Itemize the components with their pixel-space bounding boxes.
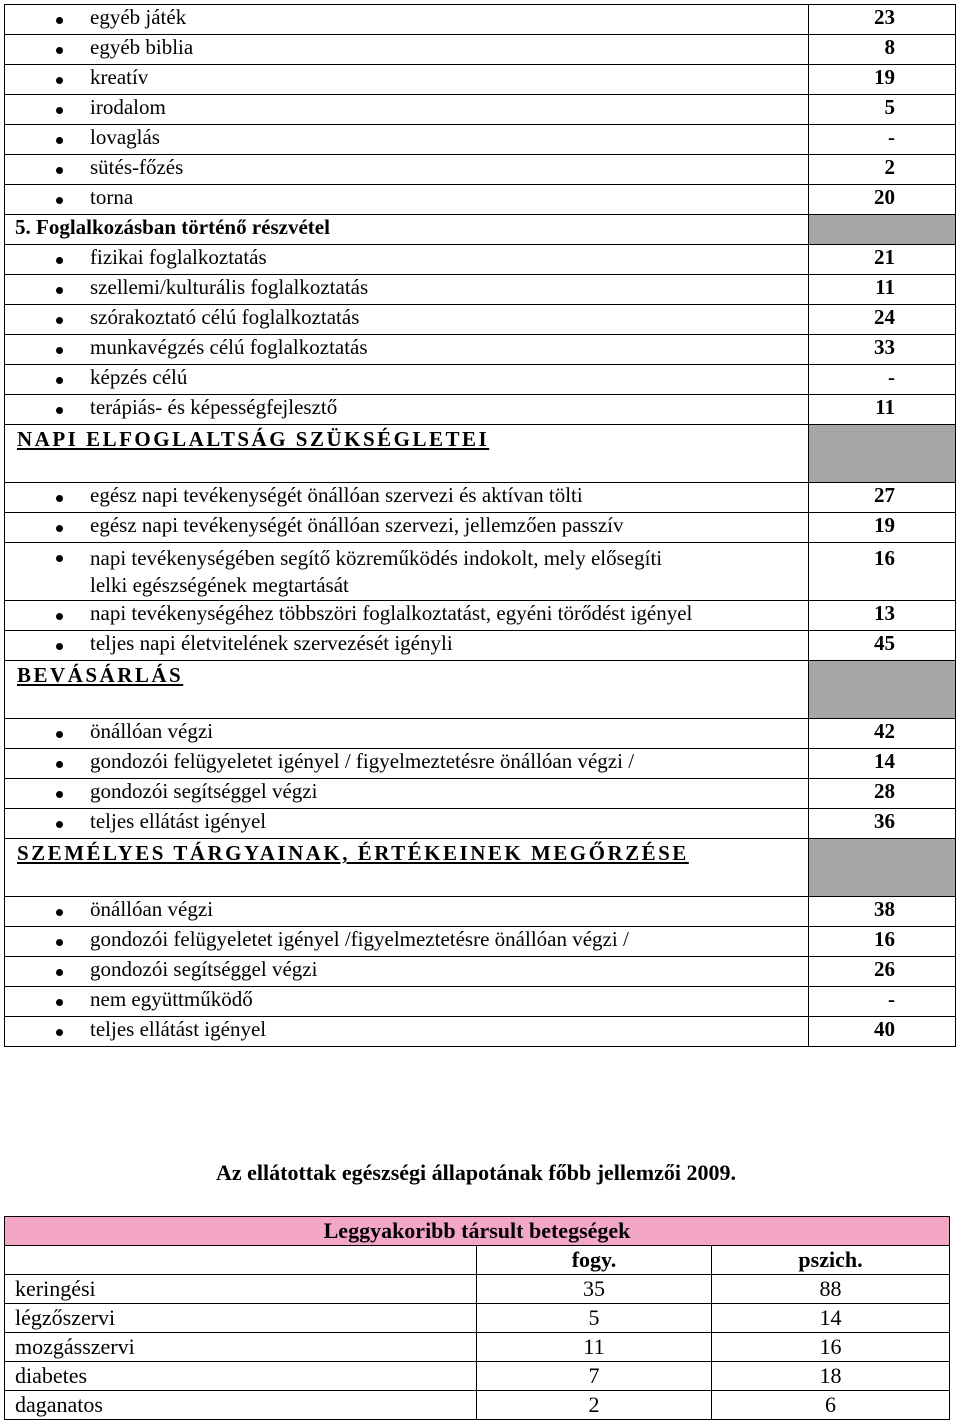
- item-label: teljes napi életvitelének szervezését igényli: [5, 631, 809, 661]
- table-row: [5, 749, 956, 779]
- item-label: kreatív: [5, 65, 809, 95]
- table-row: [5, 957, 956, 987]
- table-row: [5, 987, 956, 1017]
- table-row: [5, 543, 956, 601]
- item-value: 5: [809, 95, 956, 125]
- item-label: sütés-főzés: [5, 155, 809, 185]
- table-row: [5, 395, 956, 425]
- item-label: nem együttműködő: [5, 987, 809, 1017]
- table-row: [5, 185, 956, 215]
- table-row: [5, 1017, 956, 1047]
- table-row: [5, 897, 956, 927]
- item-value: 28: [809, 779, 956, 809]
- table-header-row: [5, 1246, 950, 1275]
- item-label: gondozói felügyeletet igényel / figyelmeztetésre önállóan végzi /: [5, 749, 809, 779]
- table-title: Leggyakoribb társult betegségek: [5, 1217, 950, 1246]
- empty-header: [5, 1246, 477, 1275]
- table-row: [5, 779, 956, 809]
- pszich-value: 6: [712, 1391, 950, 1420]
- bullet-icon: [56, 613, 63, 620]
- item-value: 19: [809, 65, 956, 95]
- bullet-icon: [56, 791, 63, 798]
- item-value: 42: [809, 719, 956, 749]
- row-label: diabetes: [5, 1362, 477, 1391]
- section-title: BEVÁSÁRLÁS: [5, 661, 809, 719]
- item-value: 13: [809, 601, 956, 631]
- fogy-value: 2: [477, 1391, 712, 1420]
- item-value: 11: [809, 275, 956, 305]
- disease-table: [4, 1216, 950, 1420]
- bullet-icon: [56, 107, 63, 114]
- fogy-value: 11: [477, 1333, 712, 1362]
- bullet-icon: [56, 47, 63, 54]
- table-row: [5, 483, 956, 513]
- fogy-value: 7: [477, 1362, 712, 1391]
- item-value: 16: [809, 927, 956, 957]
- table-row: [5, 245, 956, 275]
- table-row: [5, 335, 956, 365]
- row-label: daganatos: [5, 1391, 477, 1420]
- bullet-icon: [56, 257, 63, 264]
- item-value: 24: [809, 305, 956, 335]
- item-label: napi tevékenységéhez többszöri foglalkoztatást, egyéni törődést igényel: [5, 601, 809, 631]
- bullet-icon: [56, 377, 63, 384]
- item-label: lovaglás: [5, 125, 809, 155]
- gray-cell: [809, 661, 956, 719]
- item-value: 21: [809, 245, 956, 275]
- pszich-value: 18: [712, 1362, 950, 1391]
- section-title: 5. Foglalkozásban történő részvétel: [5, 215, 809, 245]
- table-row: [5, 95, 956, 125]
- item-label: önállóan végzi: [5, 897, 809, 927]
- table-row: [5, 1304, 950, 1333]
- item-value: 11: [809, 395, 956, 425]
- table-row: [5, 1333, 950, 1362]
- section-title: NAPI ELFOGLALTSÁG SZÜKSÉGLETEI: [5, 425, 809, 483]
- gray-cell: [809, 839, 956, 897]
- table-row: [5, 275, 956, 305]
- bullet-icon: [56, 347, 63, 354]
- bullet-icon: [56, 969, 63, 976]
- bullet-icon: [56, 17, 63, 24]
- row-label: keringési: [5, 1275, 477, 1304]
- item-value: 33: [809, 335, 956, 365]
- item-label: szórakoztató célú foglalkoztatás: [5, 305, 809, 335]
- item-label: gondozói felügyeletet igényel /figyelmeztetésre önállóan végzi /: [5, 927, 809, 957]
- table-row: [5, 35, 956, 65]
- item-value: 26: [809, 957, 956, 987]
- item-label: terápiás- és képességfejlesztő: [5, 395, 809, 425]
- bullet-icon: [56, 761, 63, 768]
- table-row: [5, 1275, 950, 1304]
- activity-table: [4, 4, 956, 1047]
- item-value: 16: [809, 543, 956, 601]
- item-label: fizikai foglalkoztatás: [5, 245, 809, 275]
- table-row: [5, 125, 956, 155]
- item-value: 14: [809, 749, 956, 779]
- pszich-value: 14: [712, 1304, 950, 1333]
- table-row: [5, 65, 956, 95]
- item-value: 19: [809, 513, 956, 543]
- item-label: munkavégzés célú foglalkoztatás: [5, 335, 809, 365]
- item-value: -: [809, 987, 956, 1017]
- item-label: szellemi/kulturális foglalkoztatás: [5, 275, 809, 305]
- bullet-icon: [56, 525, 63, 532]
- bullet-icon: [56, 999, 63, 1006]
- table-row: [5, 305, 956, 335]
- item-label: teljes ellátást igényel: [5, 1017, 809, 1047]
- section-header-row: [5, 839, 956, 897]
- item-value: 23: [809, 5, 956, 35]
- table-row: [5, 5, 956, 35]
- pszich-value: 88: [712, 1275, 950, 1304]
- table-row: [5, 631, 956, 661]
- item-label: torna: [5, 185, 809, 215]
- item-value: -: [809, 365, 956, 395]
- bullet-icon: [56, 197, 63, 204]
- bullet-icon: [56, 731, 63, 738]
- bullet-icon: [56, 137, 63, 144]
- bullet-icon: [56, 167, 63, 174]
- bullet-icon: [56, 643, 63, 650]
- bullet-icon: [56, 287, 63, 294]
- table-row: [5, 809, 956, 839]
- column-header-pszich: pszich.: [712, 1246, 950, 1275]
- item-value: 20: [809, 185, 956, 215]
- item-label: egyéb biblia: [5, 35, 809, 65]
- item-label: képzés célú: [5, 365, 809, 395]
- table-title-row: [5, 1217, 950, 1246]
- item-value: -: [809, 125, 956, 155]
- fogy-value: 35: [477, 1275, 712, 1304]
- item-value: 36: [809, 809, 956, 839]
- item-label: gondozói segítséggel végzi: [5, 957, 809, 987]
- item-label: egész napi tevékenységét önállóan szervezi és aktívan tölti: [5, 483, 809, 513]
- table-row: [5, 927, 956, 957]
- bullet-icon: [56, 1029, 63, 1036]
- bullet-icon: [56, 555, 63, 562]
- table-row: [5, 1362, 950, 1391]
- item-label: napi tevékenységében segítő közreműködés indokolt, mely elősegíti lelki egészségének megtartását: [5, 543, 809, 601]
- item-value: 45: [809, 631, 956, 661]
- table-row: [5, 513, 956, 543]
- pszich-value: 16: [712, 1333, 950, 1362]
- item-label: egész napi tevékenységét önállóan szervezi, jellemzően passzív: [5, 513, 809, 543]
- health-caption: Az ellátottak egészségi állapotának főbb jellemzői 2009.: [216, 1160, 736, 1185]
- item-label: teljes ellátást igényel: [5, 809, 809, 839]
- section-header-row: [5, 661, 956, 719]
- section-title: SZEMÉLYES TÁRGYAINAK, ÉRTÉKEINEK MEGŐRZÉSE: [5, 839, 809, 897]
- table-row: [5, 1391, 950, 1420]
- gray-cell: [809, 215, 956, 245]
- item-value: 40: [809, 1017, 956, 1047]
- bullet-icon: [56, 407, 63, 414]
- item-value: 8: [809, 35, 956, 65]
- row-label: mozgásszervi: [5, 1333, 477, 1362]
- item-label: irodalom: [5, 95, 809, 125]
- fogy-value: 5: [477, 1304, 712, 1333]
- table-row: [5, 365, 956, 395]
- bullet-icon: [56, 821, 63, 828]
- bullet-icon: [56, 77, 63, 84]
- bullet-icon: [56, 909, 63, 916]
- item-value: 38: [809, 897, 956, 927]
- row-label: légzőszervi: [5, 1304, 477, 1333]
- bullet-icon: [56, 939, 63, 946]
- bullet-icon: [56, 317, 63, 324]
- bullet-icon: [56, 495, 63, 502]
- table-row: [5, 155, 956, 185]
- table-row: [5, 719, 956, 749]
- section-header-row: [5, 425, 956, 483]
- gray-cell: [809, 425, 956, 483]
- item-label: gondozói segítséggel végzi: [5, 779, 809, 809]
- item-label: önállóan végzi: [5, 719, 809, 749]
- item-value: 27: [809, 483, 956, 513]
- item-value: 2: [809, 155, 956, 185]
- column-header-fogy: fogy.: [477, 1246, 712, 1275]
- table-row: [5, 601, 956, 631]
- section-header-row: [5, 215, 956, 245]
- item-label: egyéb játék: [5, 5, 809, 35]
